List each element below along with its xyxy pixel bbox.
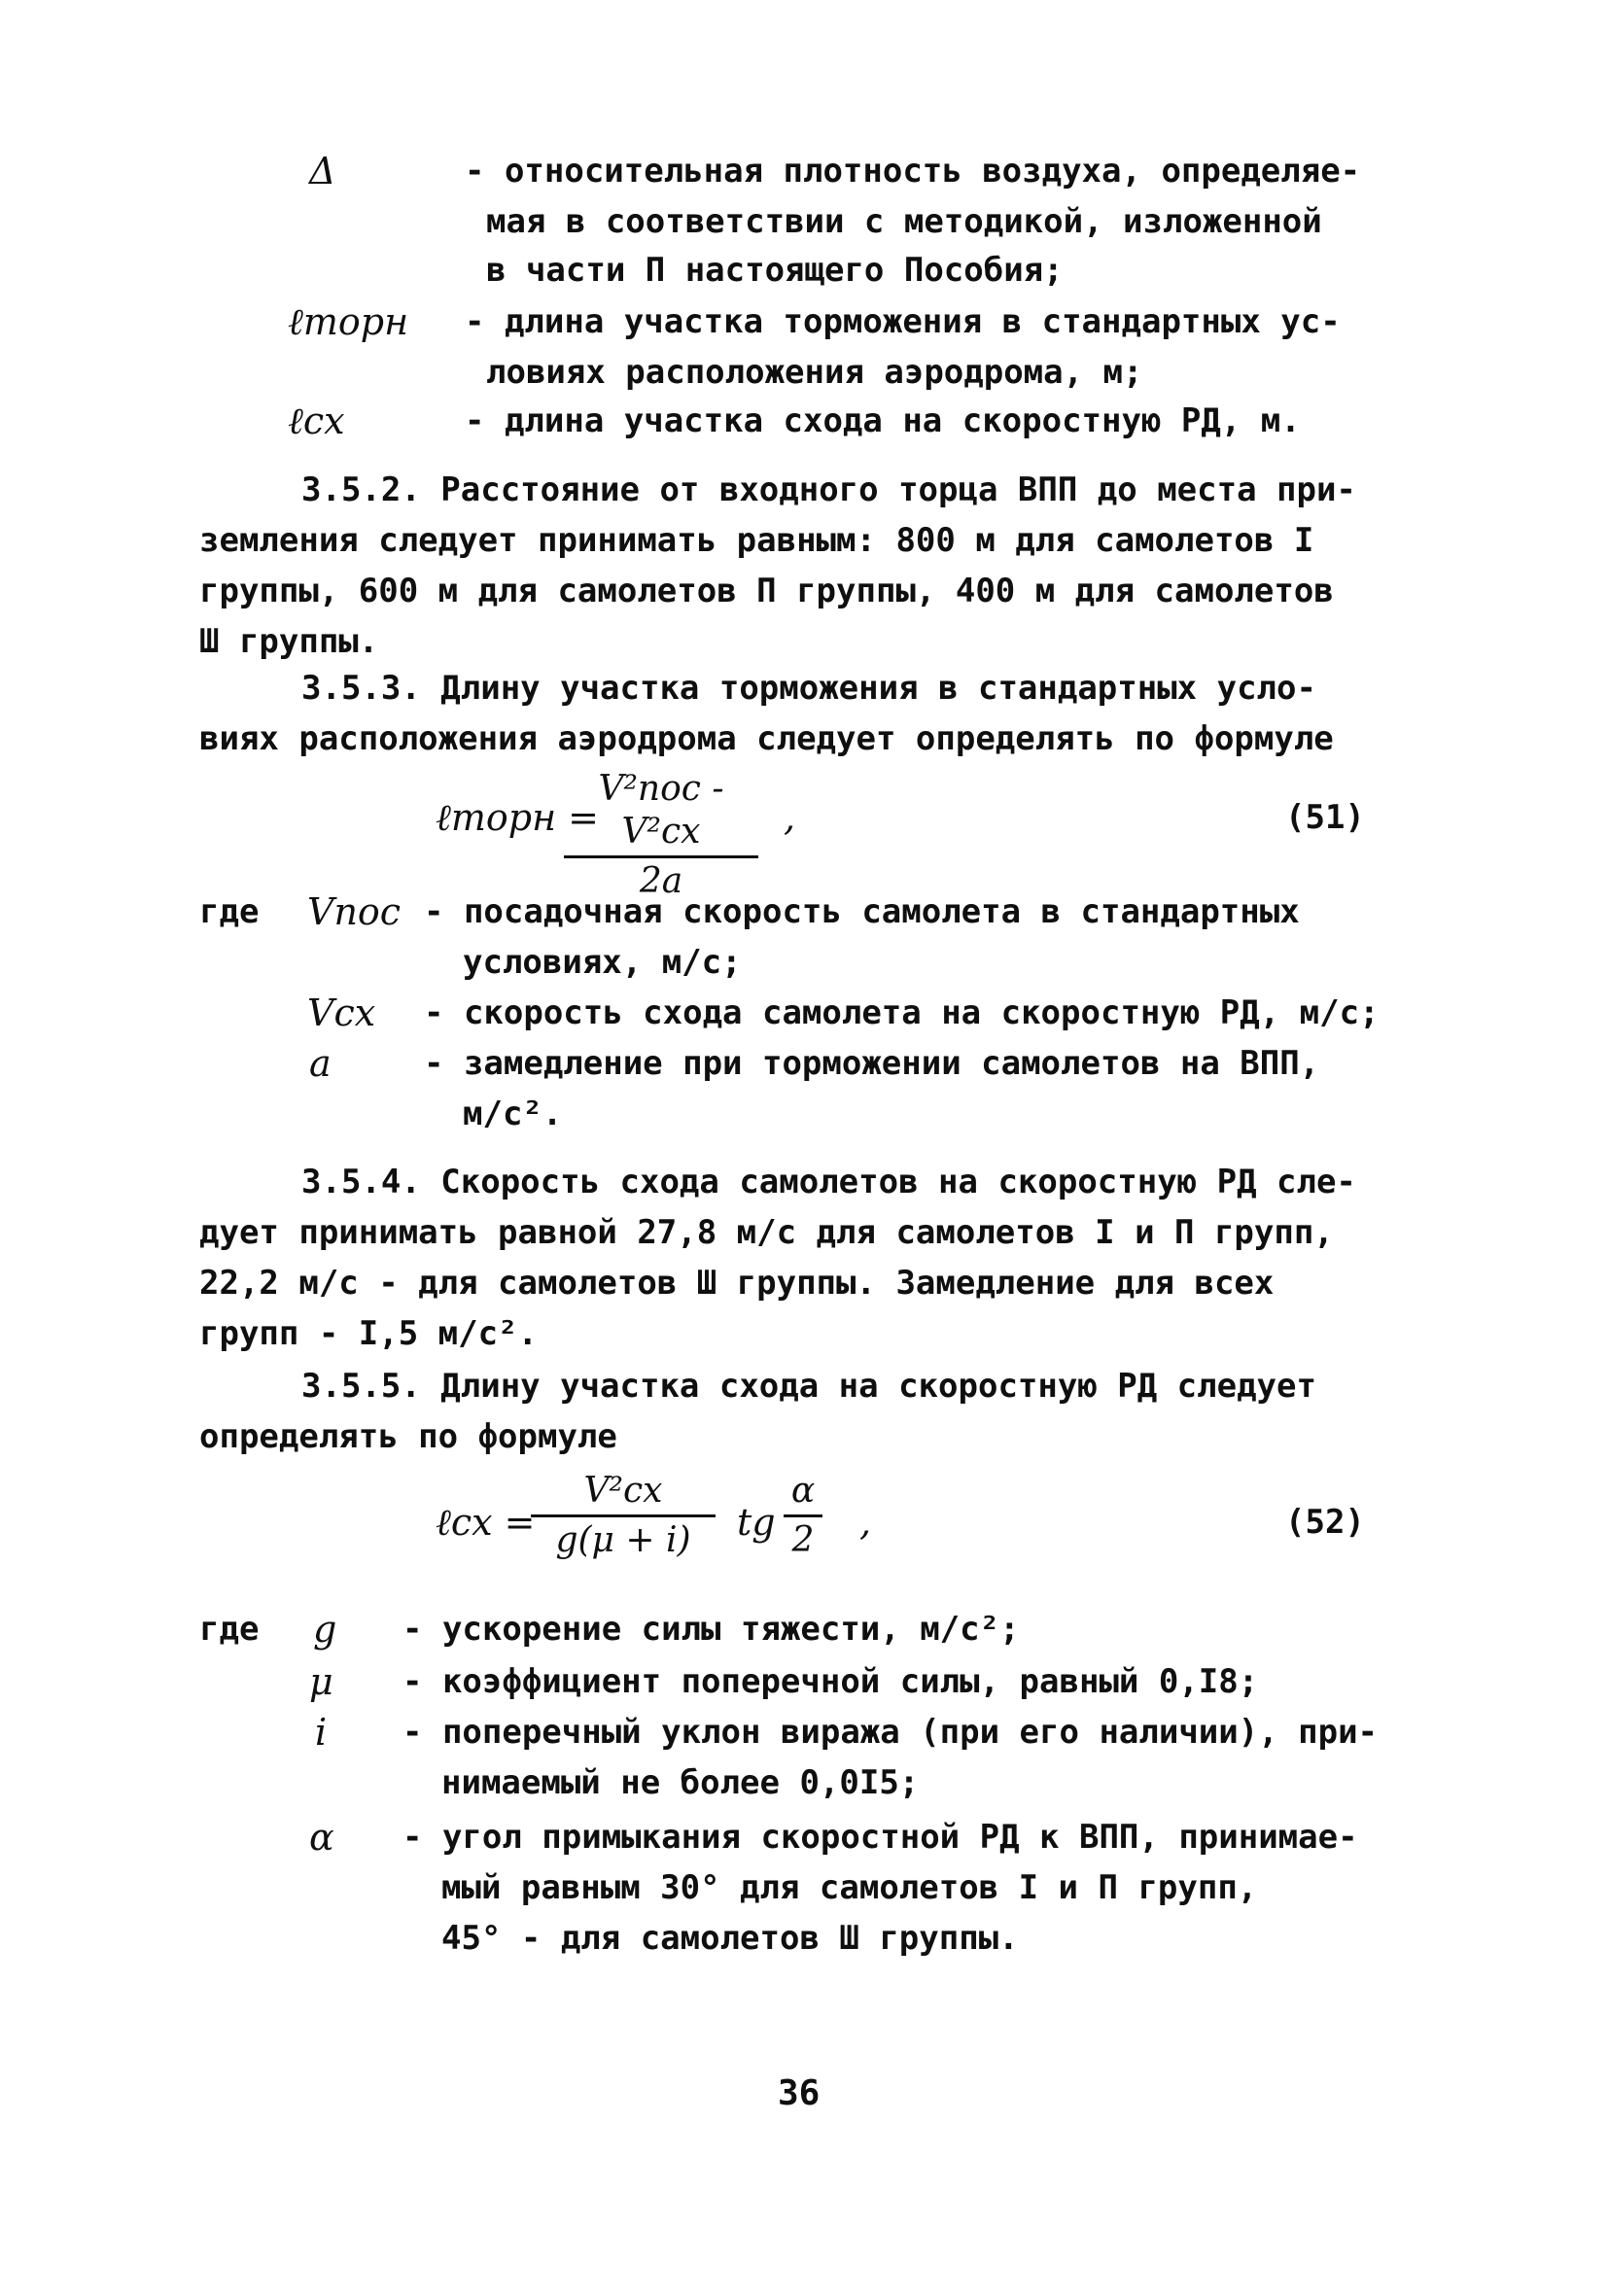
paragraph-3-5-3-line: 3.5.3. Длину участка торможения в стандартных усло- (301, 669, 1316, 708)
paragraph-3-5-4-line: 3.5.4. Скорость схода самолетов на скоростную РД сле- (301, 1163, 1356, 1201)
symbol-l-skh: ℓсх (288, 400, 345, 442)
formula-51-denominator: 2a (639, 861, 683, 901)
def-line: м/с². (463, 1095, 563, 1133)
symbol-mu: μ (309, 1660, 333, 1703)
paragraph-3-5-4-line: групп - I,5 м/с². (199, 1314, 538, 1353)
paragraph-3-5-5-line: определять по формуле (199, 1417, 617, 1456)
def-line: условиях, м/с; (463, 943, 742, 982)
formula-52-fraction (531, 1470, 716, 1562)
def-line: - поперечный уклон виража (при его наличии), при- (402, 1713, 1379, 1752)
formula-52-comma: , (859, 1501, 872, 1544)
paragraph-3-5-4-line: 22,2 м/с - для самолетов Ш группы. Замедление для всех (199, 1264, 1275, 1303)
def-line: - посадочная скорость самолета в стандартных (424, 892, 1300, 931)
symbol-i: i (315, 1711, 328, 1754)
def-line: - длина участка схода на скоростную РД, м. (465, 401, 1301, 440)
formula-52-tg: tg (737, 1501, 776, 1544)
def-line: - длина участка торможения в стандартных ус- (465, 302, 1341, 341)
paragraph-3-5-4-line: дует принимать равной 27,8 м/с для самолетов I и П групп, (199, 1213, 1334, 1252)
equation-number-51: (51) (1285, 798, 1365, 837)
formula-52-angle-fraction (784, 1470, 822, 1562)
symbol-v-pos: Vпос (307, 890, 402, 933)
fraction-bar (531, 1514, 716, 1517)
def-line: ловиях расположения аэродрома, м; (486, 353, 1143, 392)
def-line: - угол примыкания скоростной РД к ВПП, принимае- (402, 1818, 1358, 1857)
symbol-v-skh: Vсх (307, 991, 376, 1034)
paragraph-3-5-2-line: земления следует принимать равным: 800 м для самолетов I (199, 521, 1314, 560)
symbol-delta: Δ (309, 150, 336, 192)
formula-52-denominator: g(μ + i) (555, 1520, 691, 1560)
fraction-bar (784, 1514, 822, 1517)
formula-51-comma: , (784, 796, 796, 839)
symbol-a: a (309, 1042, 332, 1085)
where-label: где (199, 1610, 260, 1649)
formula-52-numerator: V²сх (583, 1471, 663, 1511)
equation-number-52: (52) (1285, 1503, 1365, 1542)
def-line: - замедление при торможении самолетов на ВПП, (424, 1044, 1320, 1083)
angle-numerator: α (790, 1471, 816, 1511)
formula-51-lhs: ℓторн = (436, 796, 600, 839)
def-line: нимаемый не более 0,0I5; (441, 1763, 920, 1802)
def-line: - скорость схода самолета на скоростную РД, м/с; (424, 993, 1380, 1032)
where-label: где (199, 892, 260, 931)
paragraph-3-5-2-line: группы, 600 м для самолетов П группы, 400 м для самолетов (199, 572, 1334, 610)
paragraph-3-5-2-line: Ш группы. (199, 622, 379, 661)
formula-51-numerator: V²пос - V²сх (598, 769, 724, 852)
symbol-l-torn: ℓторн (288, 300, 409, 343)
paragraph-3-5-3-line: виях расположения аэродрома следует определять по формуле (199, 719, 1334, 758)
def-line: - относительная плотность воздуха, определяе- (465, 152, 1361, 191)
def-line: в части П настоящего Пособия; (486, 251, 1064, 290)
page-number: 36 (778, 2073, 821, 2113)
fraction-bar (564, 855, 758, 858)
def-line: - коэффициент поперечной силы, равный 0,I8; (402, 1662, 1259, 1701)
def-line: 45° - для самолетов Ш группы. (441, 1919, 1019, 1958)
def-line: мый равным 30° для самолетов I и П групп, (441, 1868, 1258, 1907)
paragraph-3-5-2-line: 3.5.2. Расстояние от входного торца ВПП до места при- (301, 470, 1356, 509)
def-line: - ускорение силы тяжести, м/с²; (402, 1610, 1020, 1649)
paragraph-3-5-5-line: 3.5.5. Длину участка схода на скоростную РД следует (301, 1367, 1316, 1406)
formula-52-lhs: ℓсх = (436, 1501, 536, 1544)
formula-51-fraction (564, 768, 758, 903)
def-line: мая в соответствии с методикой, изложенной (486, 202, 1322, 241)
symbol-g: g (313, 1608, 337, 1651)
angle-denominator: 2 (791, 1520, 815, 1560)
symbol-alpha: α (309, 1816, 334, 1859)
